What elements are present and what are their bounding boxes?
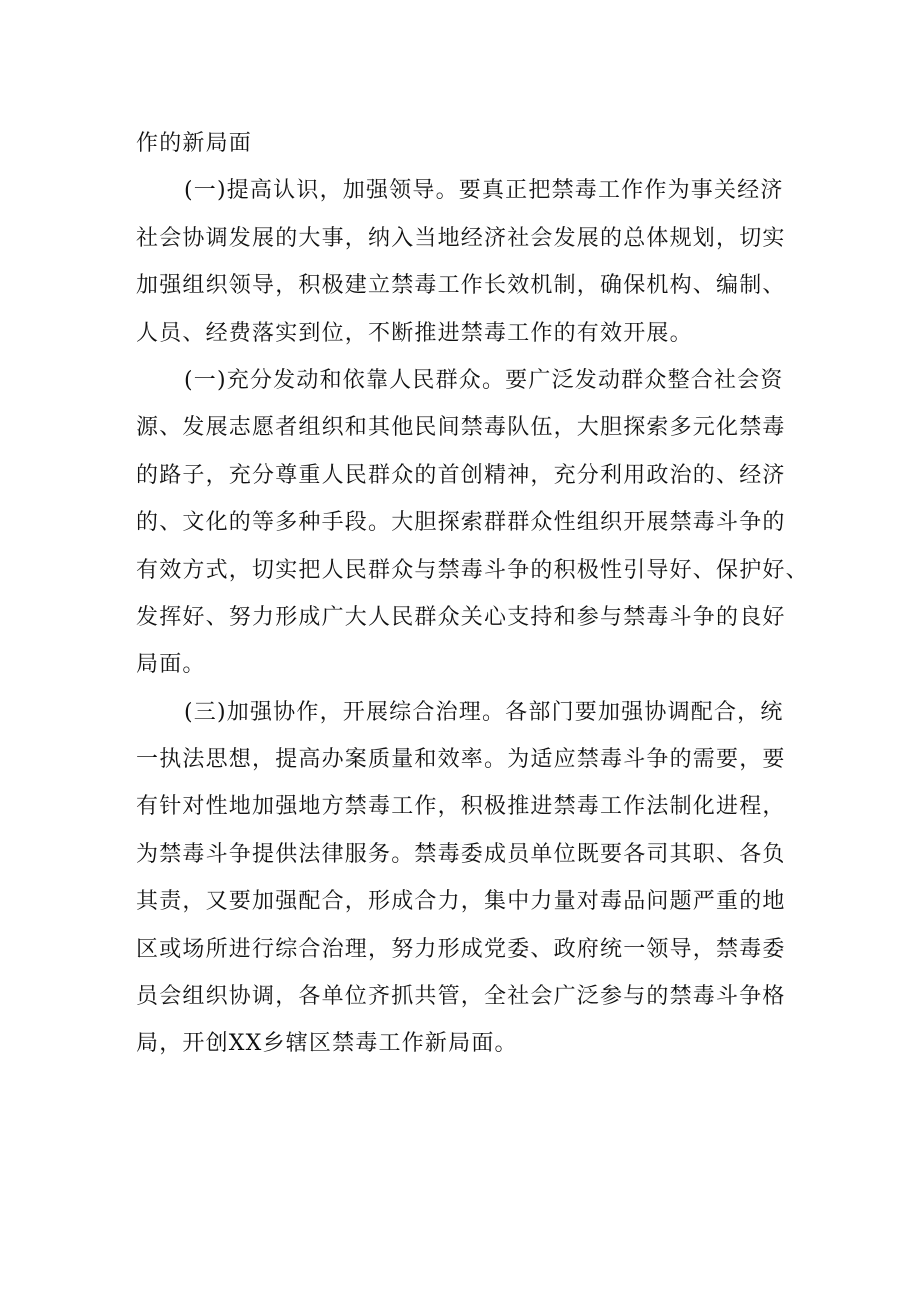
text-line: 为禁毒斗争提供法律服务。禁毒委成员单位既要各司其职、各负 <box>136 841 786 867</box>
text-line: (一)提高认识，加强领导。要真正把禁毒工作作为事关经济 <box>184 178 784 204</box>
text-line: 有效方式，切实把人民群众与禁毒斗争的积极性引导好、保护好、 <box>136 557 809 583</box>
text-line: 一执法思想，提高办案质量和效率。为适应禁毒斗争的需要，要 <box>136 747 786 773</box>
text-line: 源、发展志愿者组织和其他民间禁毒队伍，大胆探索多元化禁毒 <box>136 415 786 441</box>
text-line: 其责，又要加强配合，形成合力，集中力量对毒品问题严重的地 <box>136 889 786 915</box>
text-line: 区或场所进行综合治理，努力形成党委、政府统一领导，禁毒委 <box>136 936 786 962</box>
text-line: 局面。 <box>136 652 206 678</box>
text-line: (一)充分发动和依靠人民群众。要广泛发动群众整合社会资 <box>184 367 784 393</box>
text-line: (三)加强协作，开展综合治理。各部门要加强协调配合，统 <box>184 699 784 725</box>
text-line: 加强组织领导，积极建立禁毒工作长效机制，确保机构、编制、 <box>136 273 786 299</box>
body-text <box>136 120 809 1068</box>
text-line: 社会协调发展的大事，纳入当地经济社会发展的总体规划，切实 <box>136 225 786 251</box>
text-line: 的路子，充分尊重人民群众的首创精神，充分利用政治的、经济 <box>136 462 786 488</box>
text-line: 人员、经费落实到位，不断推进禁毒工作的有效开展。 <box>136 320 693 346</box>
text-line: 作的新局面 <box>136 131 253 156</box>
text-line: 发挥好、努力形成广大人民群众关心支持和参与禁毒斗争的良好 <box>136 604 786 630</box>
text-line: 的、文化的等多种手段。大胆探索群群众性组织开展禁毒斗争的 <box>136 510 786 536</box>
text-line: 局，开创XX乡辖区禁毒工作新局面。 <box>136 1031 518 1057</box>
text-line: 员会组织协调，各单位齐抓共管，全社会广泛参与的禁毒斗争格 <box>136 984 786 1010</box>
text-line: 有针对性地加强地方禁毒工作，积极推进禁毒工作法制化进程， <box>136 794 786 820</box>
